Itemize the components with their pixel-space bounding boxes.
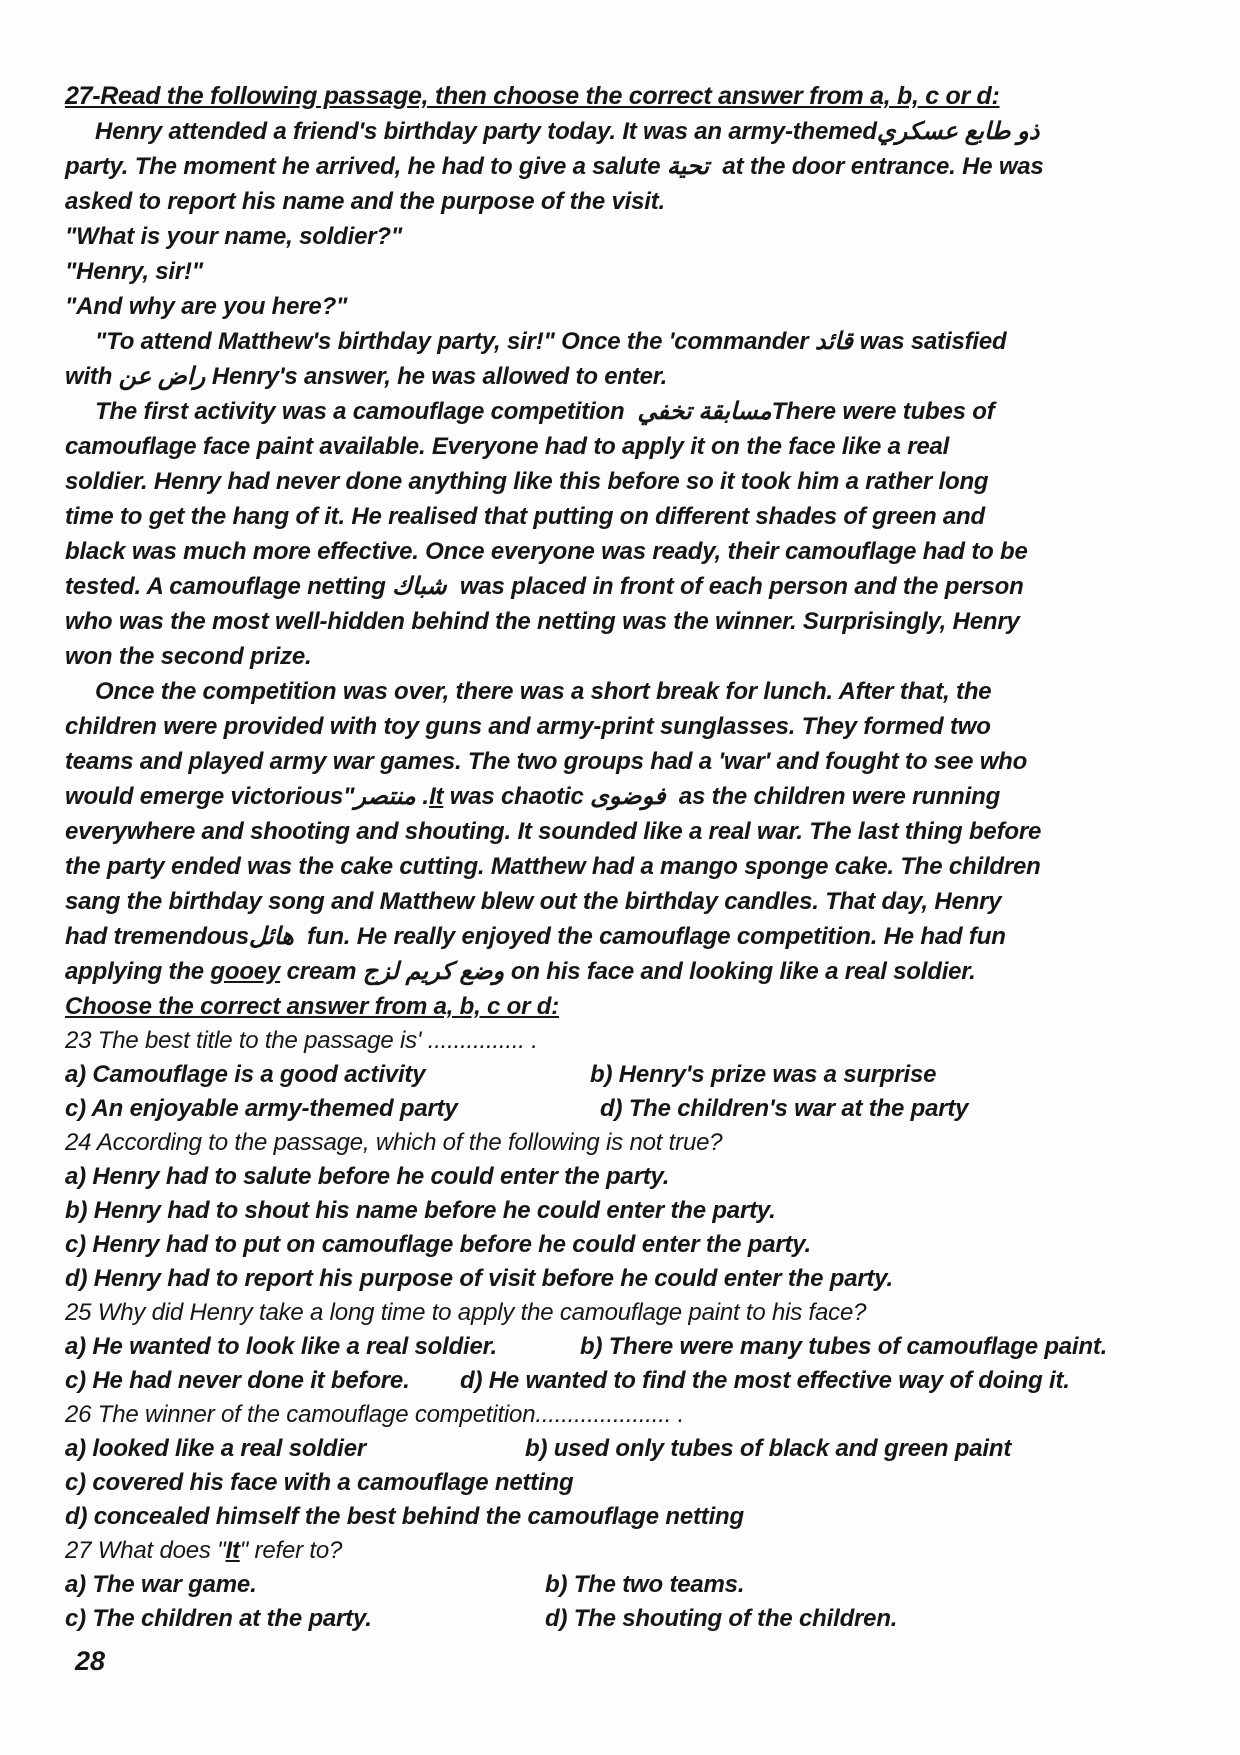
text-segment: "And why are you here?" bbox=[65, 293, 348, 320]
text-segment: 26 The winner of the camouflage competition..................... . bbox=[65, 1401, 685, 1428]
option-row bbox=[65, 1330, 1195, 1364]
option-cell bbox=[580, 1333, 1107, 1360]
text-segment: who was the most well-hidden behind the netting was the winner. Surprisingly, Henry bbox=[65, 608, 1020, 635]
underlined-text: gooey bbox=[210, 958, 281, 985]
text-segment: asked to report his name and the purpose of the visit. bbox=[65, 188, 665, 215]
passage-line bbox=[65, 954, 1195, 989]
text-segment: a) He wanted to look like a real soldier. bbox=[65, 1333, 497, 1360]
passage-line bbox=[65, 744, 1195, 779]
option-row bbox=[65, 1058, 1195, 1092]
text-segment: "To attend Matthew's birthday party, sir!" Once the 'commander قائد was satisfied bbox=[95, 328, 1007, 355]
text-segment: "What is your name, soldier?" bbox=[65, 223, 403, 250]
passage-line bbox=[65, 779, 1195, 814]
passage-line bbox=[65, 884, 1195, 919]
text-segment: black was much more effective. Once everyone was ready, their camouflage had to be bbox=[65, 538, 1028, 565]
text-segment: b) Henry had to shout his name before he could enter the party. bbox=[65, 1197, 776, 1224]
text-segment: won the second prize. bbox=[65, 643, 312, 670]
option-row bbox=[65, 1466, 1195, 1500]
text-segment: 24 According to the passage, which of the following is not true? bbox=[65, 1129, 723, 1156]
option-cell bbox=[545, 1571, 744, 1598]
text-segment: soldier. Henry had never done anything like this before so it took him a rather long bbox=[65, 468, 989, 495]
text-segment: b) used only tubes of black and green paint bbox=[525, 1435, 1012, 1462]
option-row bbox=[65, 1568, 1195, 1602]
text-segment: 27 What does " bbox=[65, 1537, 226, 1564]
text-segment: had tremendousهائل fun. He really enjoyed the camouflage competition. He had fun bbox=[65, 923, 1006, 950]
option-cell bbox=[65, 1568, 545, 1602]
text-segment: d) The children's war at the party bbox=[600, 1095, 969, 1122]
text-segment: c) An enjoyable army-themed party bbox=[65, 1095, 458, 1122]
text-segment: cream وضع كريم لزج on his face and looking like a real soldier. bbox=[280, 958, 976, 985]
section-heading: 27-Read the following passage, then choose the correct answer from a, b, c or d: bbox=[65, 82, 1000, 110]
text-segment: " refer to? bbox=[239, 1537, 343, 1564]
text-segment: The first activity was a camouflage competition مسابقة تخفيThere were tubes of bbox=[95, 398, 995, 425]
question-stem bbox=[65, 1126, 1195, 1160]
option-row bbox=[65, 1160, 1195, 1194]
option-row bbox=[65, 1262, 1195, 1296]
text-segment: b) The two teams. bbox=[545, 1571, 745, 1598]
option-cell bbox=[545, 1605, 897, 1632]
text-segment: everywhere and shooting and shouting. It sounded like a real war. The last thing before bbox=[65, 818, 1042, 845]
passage-line bbox=[65, 709, 1195, 744]
option-cell bbox=[65, 1364, 460, 1398]
text-segment: c) He had never done it before. bbox=[65, 1367, 410, 1394]
passage-line bbox=[65, 569, 1195, 604]
passage-line bbox=[65, 149, 1195, 184]
option-row bbox=[65, 1500, 1195, 1534]
passage-line bbox=[65, 499, 1195, 534]
question-stem bbox=[65, 1024, 1195, 1058]
option-cell bbox=[600, 1095, 968, 1122]
passage-line bbox=[65, 604, 1195, 639]
text-segment: b) There were many tubes of camouflage paint. bbox=[580, 1333, 1108, 1360]
text-segment: was chaotic فوضوى as the children were running bbox=[443, 783, 1001, 810]
text-segment: with راض عن Henry's answer, he was allowed to enter. bbox=[65, 363, 668, 390]
text-segment: sang the birthday song and Matthew blew out the birthday candles. That day, Henry bbox=[65, 888, 1002, 915]
passage-line bbox=[65, 919, 1195, 954]
text-segment: Once the competition was over, there was a short break for lunch. After that, the bbox=[95, 678, 992, 705]
page-content bbox=[65, 78, 1195, 1636]
option-cell bbox=[65, 1602, 545, 1636]
passage-line bbox=[65, 464, 1195, 499]
option-cell bbox=[65, 1330, 580, 1364]
passage-line bbox=[65, 394, 1195, 429]
option-cell bbox=[65, 1163, 669, 1190]
option-cell bbox=[65, 1469, 573, 1496]
text-segment: c) The children at the party. bbox=[65, 1605, 372, 1632]
passage-line bbox=[65, 814, 1195, 849]
text-segment: d) He wanted to find the most effective way of doing it. bbox=[460, 1367, 1070, 1394]
passage-line bbox=[65, 429, 1195, 464]
text-segment: Henry attended a friend's birthday party today. It was an army-themedذو طابع عسكري bbox=[95, 118, 1040, 145]
text-segment: a) The war game. bbox=[65, 1571, 257, 1598]
text-segment: children were provided with toy guns and army-print sunglasses. They formed two bbox=[65, 713, 991, 740]
option-row bbox=[65, 1092, 1195, 1126]
passage-line bbox=[65, 639, 1195, 674]
option-cell bbox=[65, 1503, 744, 1530]
underlined-text: It bbox=[225, 1537, 240, 1564]
text-segment: teams and played army war games. The two groups had a 'war' and fought to see who bbox=[65, 748, 1028, 775]
text-segment: d) concealed himself the best behind the camouflage netting bbox=[65, 1503, 744, 1530]
passage-line bbox=[65, 254, 1195, 289]
option-cell bbox=[65, 1265, 893, 1292]
question-stem bbox=[65, 1398, 1195, 1432]
text-segment: a) looked like a real soldier bbox=[65, 1435, 366, 1462]
passage-line bbox=[65, 849, 1195, 884]
question-stem bbox=[65, 1296, 1195, 1330]
text-segment: c) covered his face with a camouflage netting bbox=[65, 1469, 574, 1496]
text-segment: b) Henry's prize was a surprise bbox=[590, 1061, 937, 1088]
question-list bbox=[65, 1024, 1195, 1636]
passage-line bbox=[65, 324, 1195, 359]
option-cell bbox=[525, 1435, 1011, 1462]
choose-instruction: Choose the correct answer from a, b, c or d: bbox=[65, 993, 559, 1020]
text-segment: d) The shouting of the children. bbox=[545, 1605, 898, 1632]
question-stem bbox=[65, 1534, 1195, 1568]
text-segment: a) Henry had to salute before he could enter the party. bbox=[65, 1163, 670, 1190]
text-segment: c) Henry had to put on camouflage before he could enter the party. bbox=[65, 1231, 812, 1258]
underlined-text: It bbox=[429, 783, 444, 810]
text-segment: 23 The best title to the passage is' ............... . bbox=[65, 1027, 538, 1054]
option-row bbox=[65, 1602, 1195, 1636]
option-row bbox=[65, 1228, 1195, 1262]
option-cell bbox=[65, 1197, 776, 1224]
page-number: 28 bbox=[75, 1646, 106, 1676]
text-segment: a) Camouflage is a good activity bbox=[65, 1061, 426, 1088]
text-segment: applying the bbox=[65, 958, 211, 985]
option-cell bbox=[65, 1092, 600, 1126]
option-row bbox=[65, 1194, 1195, 1228]
passage-line bbox=[65, 219, 1195, 254]
option-cell bbox=[590, 1061, 936, 1088]
passage-line bbox=[65, 674, 1195, 709]
reading-passage bbox=[65, 114, 1195, 989]
passage-line bbox=[65, 289, 1195, 324]
passage-line bbox=[65, 359, 1195, 394]
option-cell bbox=[65, 1231, 811, 1258]
passage-line bbox=[65, 534, 1195, 569]
option-row bbox=[65, 1364, 1195, 1398]
passage-line bbox=[65, 184, 1195, 219]
text-segment: "Henry, sir!" bbox=[65, 258, 203, 285]
text-segment: time to get the hang of it. He realised that putting on different shades of green and bbox=[65, 503, 985, 530]
text-segment: 25 Why did Henry take a long time to apply the camouflage paint to his face? bbox=[65, 1299, 867, 1326]
text-segment: tested. A camouflage netting شباك was placed in front of each person and the person bbox=[65, 573, 1024, 600]
text-segment: party. The moment he arrived, he had to give a salute تحية at the door entrance. He was bbox=[65, 153, 1044, 180]
text-segment: camouflage face paint available. Everyone had to apply it on the face like a real bbox=[65, 433, 950, 460]
text-segment: d) Henry had to report his purpose of visit before he could enter the party. bbox=[65, 1265, 894, 1292]
option-cell bbox=[65, 1432, 525, 1466]
option-cell bbox=[65, 1058, 590, 1092]
option-cell bbox=[460, 1367, 1070, 1394]
text-segment: would emerge victorious"منتصر . bbox=[65, 783, 430, 810]
text-segment: the party ended was the cake cutting. Matthew had a mango sponge cake. The children bbox=[65, 853, 1041, 880]
option-row bbox=[65, 1432, 1195, 1466]
passage-line bbox=[65, 114, 1195, 149]
